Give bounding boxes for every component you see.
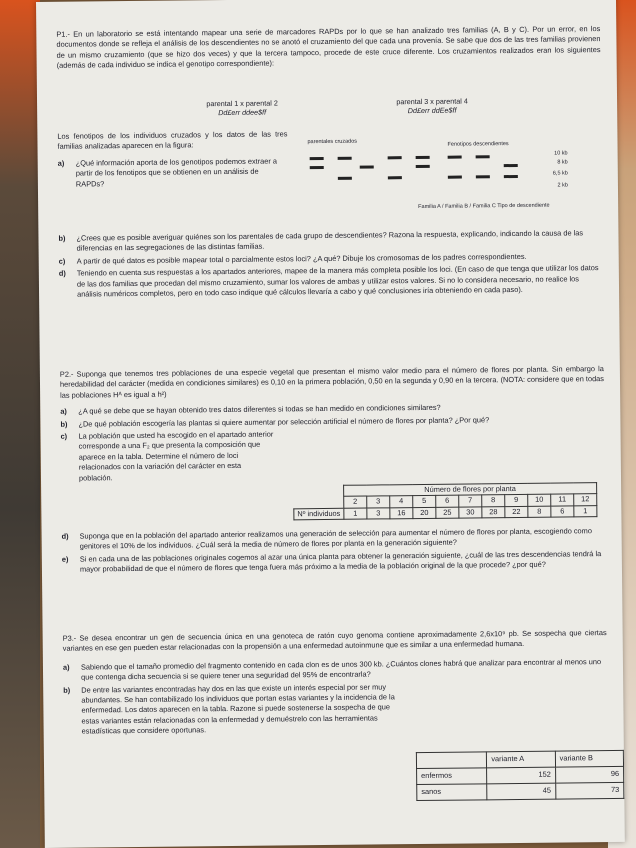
p1-intro	[56, 24, 600, 72]
gel-caption-parents: parentales cruzados	[307, 138, 358, 146]
kb-label: 8 kb	[557, 159, 568, 166]
p3-item-a	[63, 657, 607, 684]
table-cell: 11	[551, 494, 574, 506]
table-cell: 3	[367, 508, 390, 520]
row-label: enfermos	[417, 768, 488, 785]
gel-band	[338, 157, 352, 160]
cross-2-genotype: Dd£err ddEe$ff	[407, 105, 457, 116]
gel-description: Los fenotipos de los individuos cruzados y los datos de las tres familias analizadas aparecen en la figura:	[57, 129, 288, 152]
flowers-table	[293, 482, 597, 520]
table-cell: 6	[436, 496, 459, 508]
p2-c-text: La población que usted ha escogido en el apartado anterior corresponde a una F₂ que presenta la composición que aparece en la tabla. Determine el número de loci relacionados con la variación del carácter en esta población.	[78, 429, 274, 483]
table-row	[294, 505, 597, 520]
p1-item-a	[58, 156, 288, 190]
p1-a-text: ¿Qué información aporta de los genotipos podemos extraer a partir de los fenotipos que se obtienen en un análisis de RAPDs?	[75, 156, 278, 189]
table-cell: 20	[413, 507, 436, 519]
gel-band	[310, 166, 324, 169]
label-b: b)	[60, 419, 68, 429]
table-blank	[294, 497, 344, 509]
gel-caption-offspring: Fenotipos descendientes	[447, 141, 509, 148]
gel-band	[448, 156, 462, 159]
gel-footer: Familia A / Familia B / Familia C Tipo de descendiente	[418, 202, 550, 211]
cross-1: parental 1 x parental 2	[206, 98, 278, 109]
table-cell: 25	[436, 507, 459, 519]
table-header: Número de flores por planta	[344, 483, 597, 497]
crosses	[157, 96, 517, 118]
p3-a-text: Sabiendo que el tamaño promedio del fragmento contenido en cada clon es de unos 300 kb. ¿Cuántos clones habrá que analizar para encontrar al menos uno que contenga dicha secuencia si se quiere tener una seguridad del 95% de encontrarla?	[80, 656, 602, 682]
table-cell: 10	[528, 495, 551, 507]
table-cell: 96	[555, 766, 623, 783]
label-b: b)	[63, 685, 71, 695]
table-cell: 1	[344, 508, 367, 520]
col-variant-a: variante A	[487, 751, 555, 768]
table-cell: 1	[574, 505, 597, 517]
gel-band	[360, 165, 374, 168]
table-cell: 5	[413, 496, 436, 508]
label-e: e)	[61, 554, 69, 564]
label-d: d)	[58, 268, 66, 278]
gel-band	[388, 156, 402, 159]
table-row-label: Nº individuos	[294, 508, 344, 520]
gel-band	[310, 157, 324, 160]
cross-2: parental 3 x parental 4	[396, 96, 468, 107]
table-row	[417, 782, 624, 800]
p1-item-d	[59, 263, 603, 300]
gel-band	[476, 155, 490, 158]
gel-band	[476, 175, 490, 178]
label-d: d)	[61, 531, 69, 541]
p2-item-d	[62, 526, 606, 553]
row-label: sanos	[417, 784, 488, 801]
table-cell: 3	[367, 496, 390, 508]
p2-d-text: Suponga que en la población del apartado anterior realizamos una generación de selección para aumentar el número de flores por planta, escogiendo como genitores el 10% de los individuos. ¿Cuál será la media de número de flores por planta en la generación siguiente?	[79, 526, 592, 551]
table-cell: 45	[487, 783, 555, 800]
p2-item-e	[62, 549, 606, 576]
label-b: b)	[58, 233, 66, 243]
p3-b-text: De entre las variantes encontradas hay dos en las que existe un interés especial por ser muy abundantes. Se han contabilizado los individuos que portan estas variantes y la incidencia de la enfermedad. Los datos aparecen en la tabla. Razone si puede sostenerse la sospecha de que estas variantes están relacionadas con la enfermedad y demuéstrelo con las herramientas estadísticas que considere oportunas.	[81, 681, 395, 736]
gel-band	[448, 176, 462, 179]
p2-b-text: ¿De qué población escogería las plantas si quiere aumentar por selección artificial el número de flores por planta? ¿Por qué?	[78, 414, 490, 429]
p2-intro-text: P2.- Suponga que tenemos tres poblaciones de una especie vegetal que presentan el mismo valor medio para el número de flores por planta. Sin embargo la heredabilidad del carácter (medida en condiciones similares) es 0,10 en la primera población, 0,50 en la segunda y 0,90 en la tercera. (NOTA: considere que en todas las poblaciones Hᴬ es igual a h²)	[59, 364, 605, 400]
table-cell: 28	[482, 506, 505, 518]
gel-band	[504, 164, 518, 167]
p2-a-text: ¿A qué se debe que se hayan obtenido tres datos diferentes si todas se han medido en condiciones similares?	[78, 403, 441, 416]
table-cell: 12	[574, 494, 597, 506]
p1-c-text: A partir de qué datos es posible mapear total o parcialmente estos loci? ¿A qué? Dibuje los cromosomas de los padres correspondientes.	[76, 251, 527, 266]
table-cell: 152	[487, 767, 555, 784]
p1-d-text: Teniendo en cuenta sus respuestas a los apartados anteriores, mapee de la manera más completa posible los loci. (En caso de que tenga que utilizar los datos de las dos familias que procedan del mismo cruzamiento, sumar los valores de ambas y utilizar estos valores. Si no lo considera necesario, no realice los análisis numéricos completos, pero en todo caso indique qué cálculos llevaría a cabo y qué conclusiones iría obteniendo en cada paso).	[76, 263, 599, 299]
label-c: c)	[58, 256, 66, 266]
p1-b-text: ¿Crees que es posible averiguar quiénes son los parentales de cada grupo de descendientes? Razona la respuesta, explicando, indicando la causa de las diferencias en las segregaciones de las distintas familias.	[76, 228, 584, 253]
table-cell: 30	[459, 507, 482, 519]
table-cell: 9	[505, 495, 528, 507]
gel-band	[416, 156, 430, 159]
table-corner	[294, 485, 344, 497]
p1-intro-text: P1.- En un laboratorio se está intentando mapear una serie de marcadores RAPDs por lo que se han analizado tres familias (A, B y C). Por un error, en los documentos donde se refleja el análisis de los descendientes no se anotó el cruzamiento del que cada una provenía. Se sabe que dos de las tres familias provienen de un mismo cruzamiento (que se hizo dos veces) y que la tercera tampoco, procede de este cruce diferente. Los cruzamientos realizados eran los siguientes (además de cada individuo se indica el genotipo correspondiente):	[56, 24, 601, 71]
table-cell: 2	[344, 496, 367, 508]
p2-e-text: Si en cada una de las poblaciones originales cogemos al azar una única planta para obtener la generación siguiente, ¿cuál de las tres descendencias tendrá la mayor probabilidad de que el número de flores que tenga fuera más próximo a la media de la población original de la que procede? ¿por qué?	[79, 548, 602, 574]
table-cell: 8	[528, 506, 551, 518]
table-cell: 4	[390, 496, 413, 508]
p3-intro-text: P3.- Se desea encontrar un gen de secuencia única en una genoteca de ratón cuyo genoma contiene aproximadamente 2,6x10⁹ pb. Se sospecha que ciertas variantes en ese gen pueden estar relacionadas con la propensión a una enfermedad autoinmune que es similar a una enfermedad humana.	[62, 628, 607, 654]
table-cell: 16	[390, 507, 413, 519]
p2-item-c	[61, 430, 277, 484]
col-variant-b: variante B	[555, 750, 623, 767]
p3-item-b	[63, 682, 406, 738]
p2-block	[60, 364, 605, 486]
table-cell: 7	[459, 495, 482, 507]
gel-band	[338, 177, 352, 180]
table-corner	[416, 752, 487, 769]
background-left	[0, 0, 40, 848]
table-cell: 22	[505, 506, 528, 518]
gel-band	[388, 176, 402, 179]
cross-1-genotype: Dd£err ddee$ff	[218, 107, 267, 118]
gel-figure	[297, 136, 598, 235]
label-c: c)	[60, 431, 68, 441]
table-cell: 6	[551, 506, 574, 518]
label-a: a)	[60, 406, 67, 416]
variants-table	[416, 750, 625, 801]
gel-band	[504, 175, 518, 178]
p3-block	[63, 628, 608, 739]
label-a: a)	[57, 158, 65, 168]
p1-item-b	[58, 228, 602, 255]
kb-label: 6,5 kb	[552, 170, 568, 177]
table-cell: 8	[482, 495, 505, 507]
p1-gel-text	[57, 129, 288, 191]
label-a: a)	[62, 662, 70, 672]
table-cell: 73	[555, 782, 623, 799]
kb-label: 10 kb	[554, 150, 568, 157]
exam-sheet	[36, 0, 625, 848]
p1-items	[58, 228, 603, 302]
p2-items-de	[62, 526, 606, 577]
gel-band	[416, 165, 430, 168]
kb-label: 2 kb	[557, 182, 568, 189]
